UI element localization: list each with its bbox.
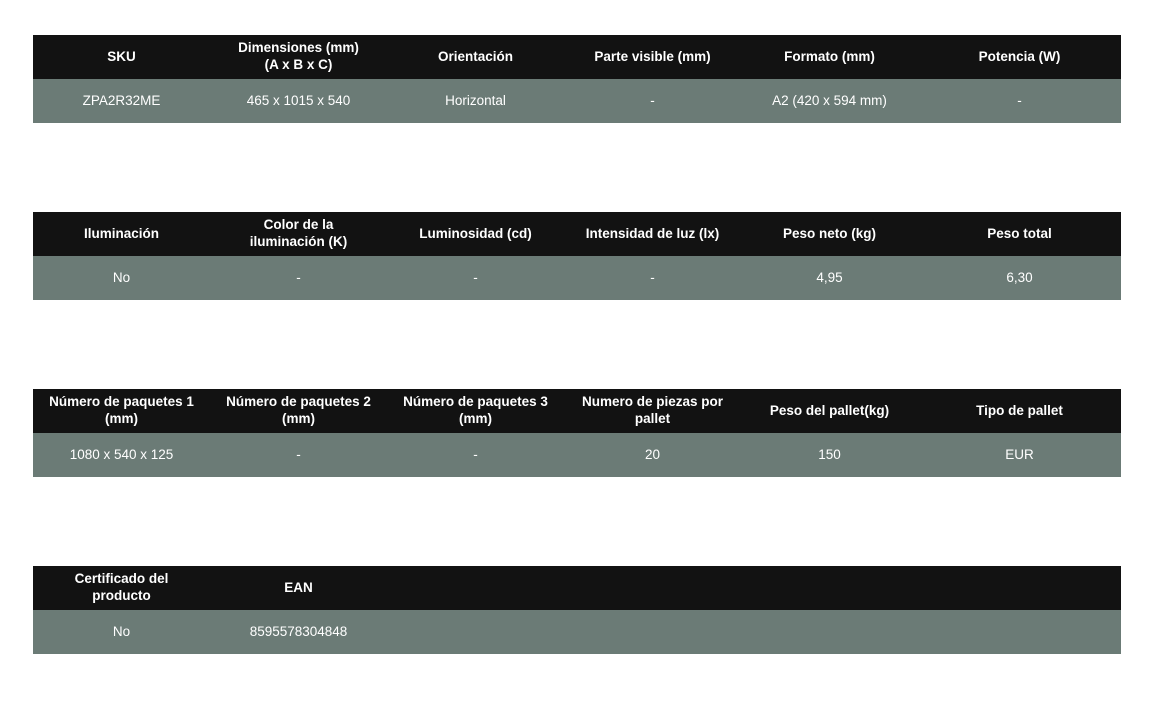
product-dimensions-table — [33, 35, 1121, 123]
lighting-and-weight-table — [33, 212, 1121, 300]
table-header-row — [33, 212, 1121, 256]
cell-sku: ZPA2R32ME — [33, 79, 210, 123]
packaging-and-pallet-table — [33, 389, 1121, 477]
cell-lighting: No — [33, 256, 210, 300]
cell-dimensions: 465 x 1015 x 540 — [210, 79, 387, 123]
column-header-light-intensity: Intensidad de luz (lx) — [564, 212, 741, 256]
column-header-spacer — [387, 566, 1121, 610]
cell-pallet-weight: 150 — [741, 433, 918, 477]
cell-package-3: - — [387, 433, 564, 477]
table-header-row — [33, 35, 1121, 79]
column-header-pallet-weight: Peso del pallet(kg) — [741, 389, 918, 433]
cell-light-intensity: - — [564, 256, 741, 300]
column-header-power: Potencia (W) — [918, 35, 1121, 79]
cell-net-weight: 4,95 — [741, 256, 918, 300]
cell-product-certificate: No — [33, 610, 210, 654]
cell-light-color: - — [210, 256, 387, 300]
cell-total-weight: 6,30 — [918, 256, 1121, 300]
column-header-ean: EAN — [210, 566, 387, 610]
column-header-dimensions: Dimensiones (mm) (A x B x C) — [210, 35, 387, 79]
cell-package-1: 1080 x 540 x 125 — [33, 433, 210, 477]
column-header-pallet-type: Tipo de pallet — [918, 389, 1121, 433]
table-row — [33, 610, 1121, 654]
table-header-row — [33, 389, 1121, 433]
cell-pieces-per-pallet: 20 — [564, 433, 741, 477]
column-header-lighting: Iluminación — [33, 212, 210, 256]
certificates-table — [33, 566, 1121, 654]
column-header-orientation: Orientación — [387, 35, 564, 79]
table-row — [33, 256, 1121, 300]
column-header-package-3: Número de paquetes 3 (mm) — [387, 389, 564, 433]
column-header-package-1: Número de paquetes 1 (mm) — [33, 389, 210, 433]
cell-format: A2 (420 x 594 mm) — [741, 79, 918, 123]
column-header-luminosity: Luminosidad (cd) — [387, 212, 564, 256]
table-row — [33, 433, 1121, 477]
cell-spacer — [387, 610, 1121, 654]
cell-pallet-type: EUR — [918, 433, 1121, 477]
cell-orientation: Horizontal — [387, 79, 564, 123]
column-header-package-2: Número de paquetes 2 (mm) — [210, 389, 387, 433]
cell-ean: 8595578304848 — [210, 610, 387, 654]
column-header-total-weight: Peso total — [918, 212, 1121, 256]
cell-package-2: - — [210, 433, 387, 477]
table-row — [33, 79, 1121, 123]
table-header-row — [33, 566, 1121, 610]
cell-visible-part: - — [564, 79, 741, 123]
cell-power: - — [918, 79, 1121, 123]
column-header-light-color: Color de la iluminación (K) — [210, 212, 387, 256]
cell-luminosity: - — [387, 256, 564, 300]
column-header-net-weight: Peso neto (kg) — [741, 212, 918, 256]
column-header-format: Formato (mm) — [741, 35, 918, 79]
column-header-pieces-per-pallet: Numero de piezas por pallet — [564, 389, 741, 433]
column-header-visible-part: Parte visible (mm) — [564, 35, 741, 79]
column-header-sku: SKU — [33, 35, 210, 79]
column-header-product-certificate: Certificado del producto — [33, 566, 210, 610]
